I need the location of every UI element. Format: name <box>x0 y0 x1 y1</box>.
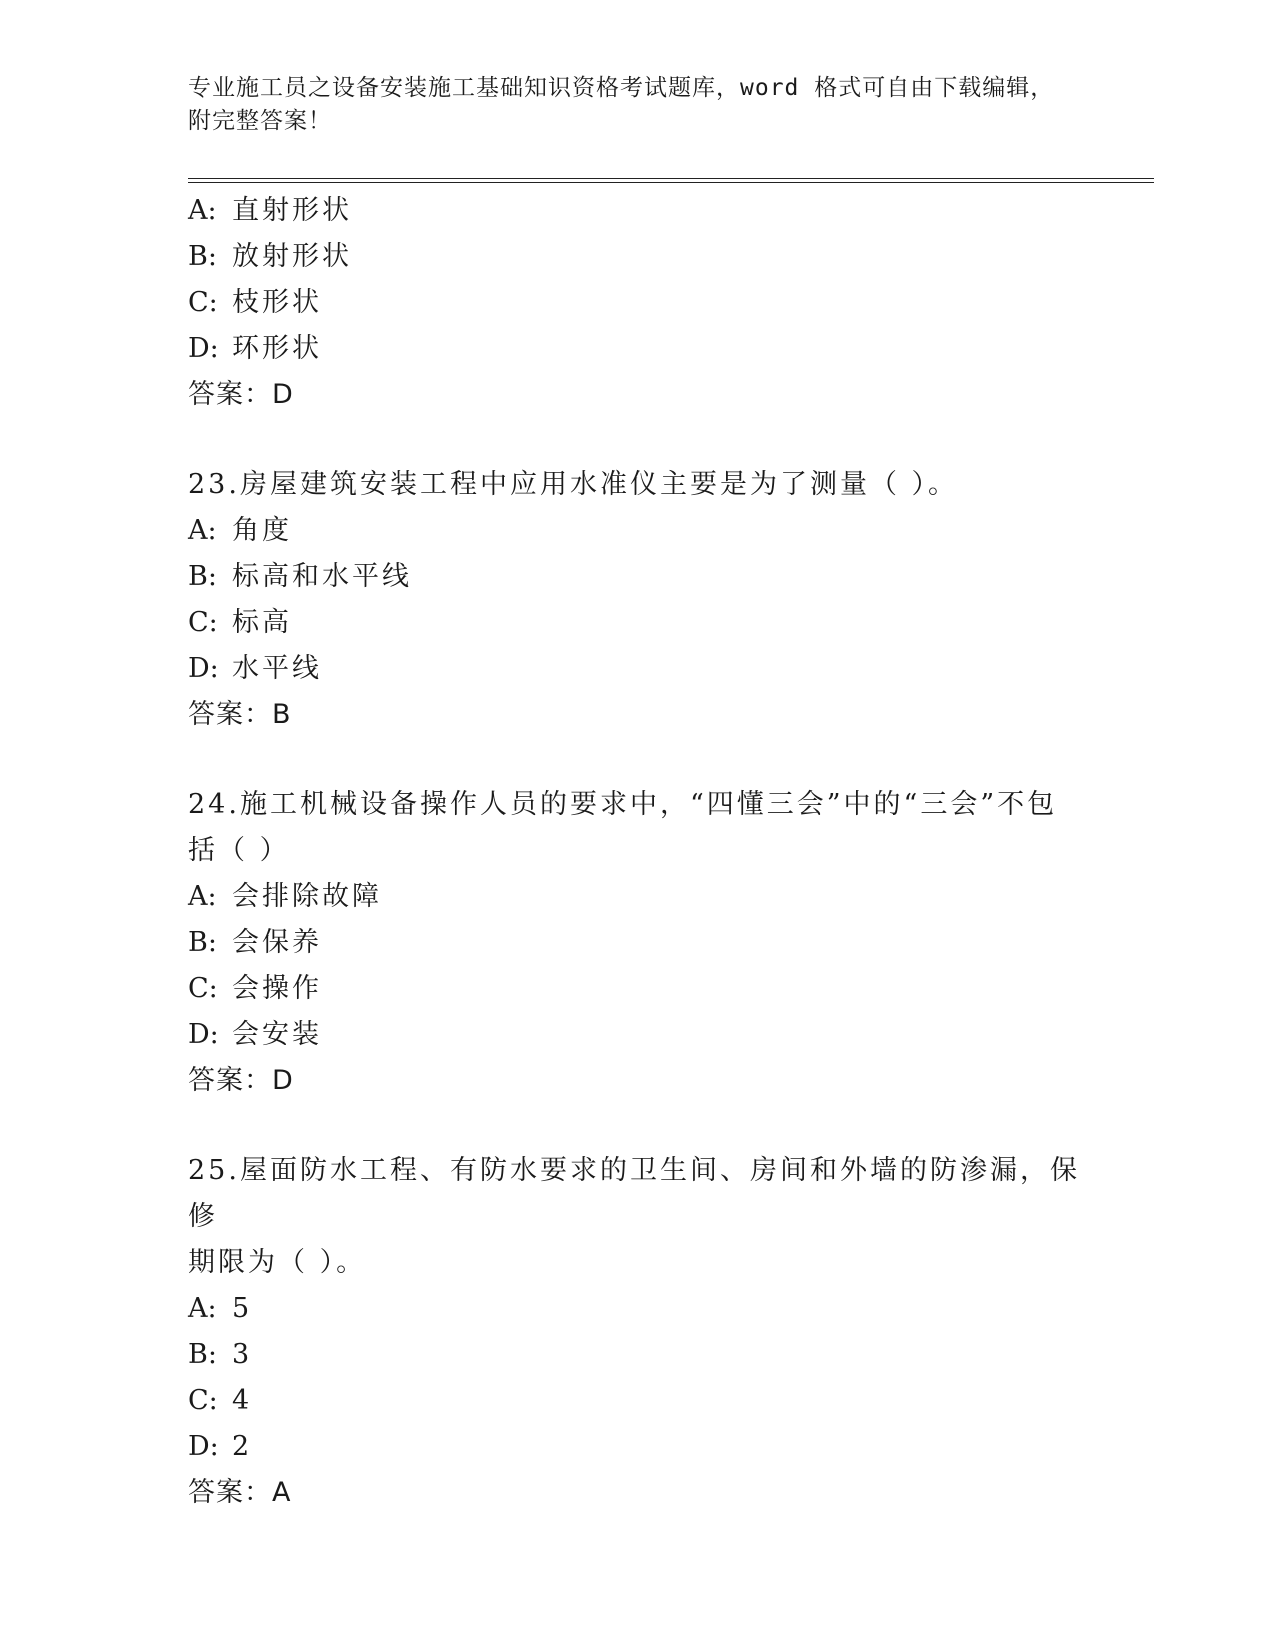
header-divider-top <box>188 178 1154 179</box>
option-text: 2 <box>232 1431 253 1462</box>
option-label: B: <box>188 927 217 958</box>
option-label: C: <box>188 607 218 638</box>
question-text-line-1: 25.屋面防水工程、有防水要求的卫生间、房间和外墙的防渗漏，保修 <box>188 1155 1080 1232</box>
option-c <box>188 1378 1088 1424</box>
option-label: D: <box>188 1431 219 1462</box>
option-label: A: <box>188 1293 217 1324</box>
option-label: C: <box>188 973 218 1004</box>
header-line-1: 专业施工员之设备安装施工基础知识资格考试题库，word 格式可自由下载编辑， <box>188 75 1055 101</box>
option-label: B: <box>188 241 217 272</box>
option-c <box>188 280 1088 326</box>
option-text: 标高 <box>232 607 292 638</box>
option-b <box>188 1332 1088 1378</box>
spacer <box>188 418 1088 462</box>
option-text: 枝形状 <box>232 287 322 318</box>
option-label: C: <box>188 1385 218 1416</box>
question-content <box>188 188 1088 1516</box>
option-a <box>188 188 1088 234</box>
option-d <box>188 326 1088 372</box>
option-label: A: <box>188 195 217 226</box>
option-text: 会操作 <box>232 973 322 1004</box>
option-text: 3 <box>232 1339 253 1370</box>
answer-line: 答案：D <box>188 379 294 410</box>
spacer <box>188 1104 1088 1148</box>
answer-line: 答案：D <box>188 1065 294 1096</box>
option-text: 4 <box>232 1385 253 1416</box>
question-text-line-2: 期限为（ ）。 <box>188 1247 367 1278</box>
option-text: 角度 <box>232 515 292 546</box>
option-b <box>188 920 1088 966</box>
option-text: 会保养 <box>232 927 322 958</box>
question-text-line-2: 括（ ） <box>188 835 290 866</box>
spacer <box>188 738 1088 782</box>
option-label: D: <box>188 333 219 364</box>
document-header <box>188 72 1088 138</box>
option-label: A: <box>188 515 217 546</box>
option-d <box>188 1012 1088 1058</box>
question-text-line-1: 24.施工机械设备操作人员的要求中，“四懂三会”中的“三会”不包 <box>188 789 1058 820</box>
option-a <box>188 1286 1088 1332</box>
option-text: 环形状 <box>232 333 322 364</box>
option-a <box>188 508 1088 554</box>
option-text: 5 <box>232 1293 253 1324</box>
header-divider-bottom <box>188 182 1154 183</box>
option-text: 会排除故障 <box>232 881 382 912</box>
option-text: 直射形状 <box>232 195 352 226</box>
answer-line: 答案：A <box>188 1477 292 1508</box>
option-label: A: <box>188 881 217 912</box>
option-text: 水平线 <box>232 653 322 684</box>
option-label: B: <box>188 561 217 592</box>
answer-line: 答案：B <box>188 699 292 730</box>
question-block-23 <box>188 462 1088 738</box>
option-c <box>188 966 1088 1012</box>
option-label: D: <box>188 653 219 684</box>
option-b <box>188 234 1088 280</box>
option-label: C: <box>188 287 218 318</box>
option-b <box>188 554 1088 600</box>
header-line-2: 附完整答案！ <box>188 108 332 134</box>
question-text: 23.房屋建筑安装工程中应用水准仪主要是为了测量（ ）。 <box>188 469 959 500</box>
option-text: 会安装 <box>232 1019 322 1050</box>
option-label: D: <box>188 1019 219 1050</box>
option-d <box>188 646 1088 692</box>
option-label: B: <box>188 1339 217 1370</box>
question-block-continued <box>188 188 1088 418</box>
option-c <box>188 600 1088 646</box>
option-d <box>188 1424 1088 1470</box>
question-block-25 <box>188 1148 1088 1516</box>
option-text: 放射形状 <box>232 241 352 272</box>
question-block-24 <box>188 782 1088 1104</box>
option-text: 标高和水平线 <box>232 561 412 592</box>
option-a <box>188 874 1088 920</box>
